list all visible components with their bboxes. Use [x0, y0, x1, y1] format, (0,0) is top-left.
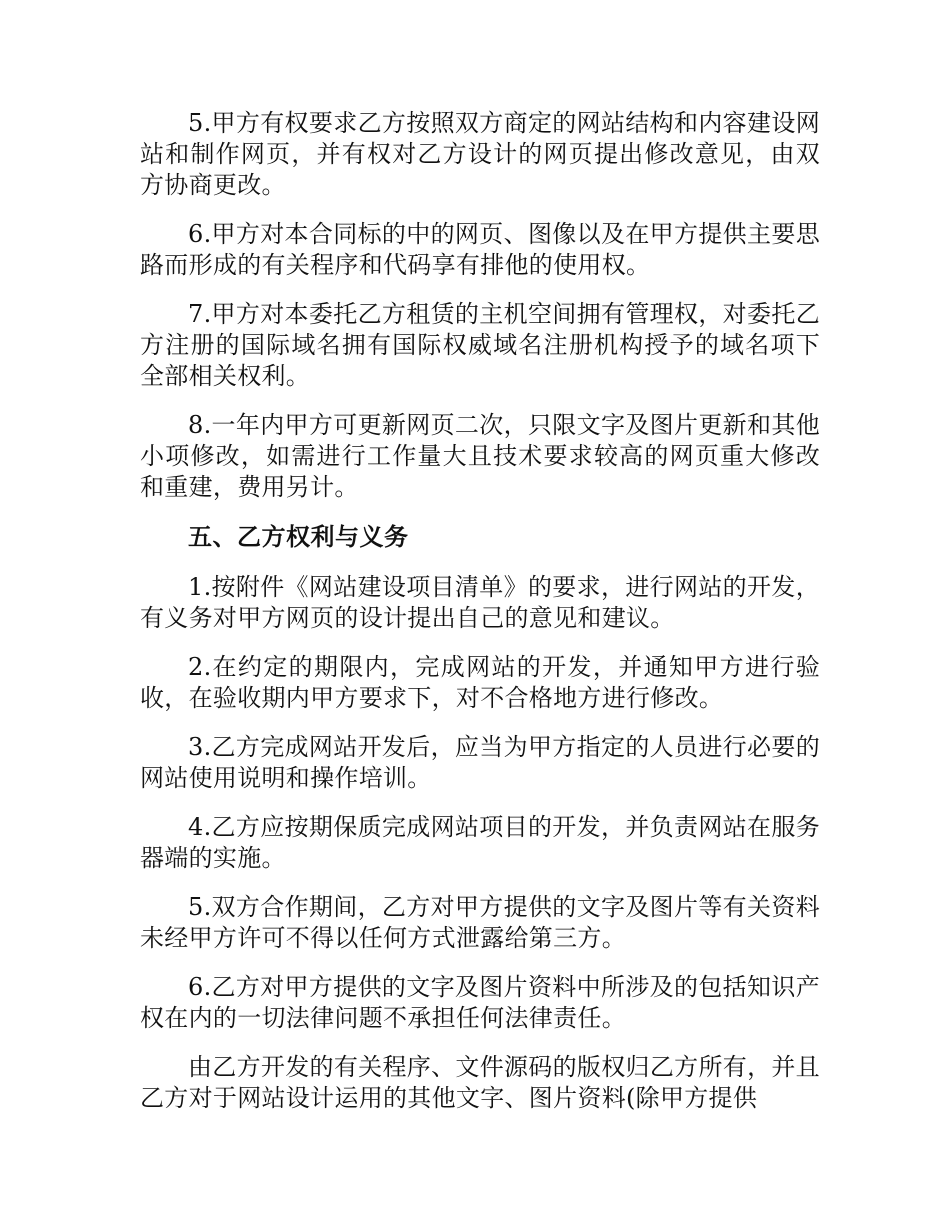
- paragraph-5-2: 2.在约定的期限内，完成网站的开发，并通知甲方进行验收，在验收期内甲方要求下，对不合格地方进行修改。: [140, 653, 820, 712]
- paragraph-4-5: 5.甲方有权要求乙方按照双方商定的网站结构和内容建设网站和制作网页，并有权对乙方设计的网页提出修改意见，由双方协商更改。: [140, 109, 820, 199]
- paragraph-4-7: 7.甲方对本委托乙方租赁的主机空间拥有管理权，对委托乙方注册的国际域名拥有国际权威域名注册机构授予的域名项下全部相关权利。: [140, 300, 820, 390]
- paragraph-5-1: 1.按附件《网站建设项目清单》的要求，进行网站的开发，有义务对甲方网页的设计提出自己的意见和建议。: [140, 573, 820, 632]
- paragraph-4-8: 8.一年内甲方可更新网页二次，只限文字及图片更新和其他小项修改，如需进行工作量大且技术要求较高的网页重大修改和重建，费用另计。: [140, 411, 820, 501]
- paragraph-5-5: 5.双方合作期间，乙方对甲方提供的文字及图片等有关资料未经甲方许可不得以任何方式泄露给第三方。: [140, 893, 820, 952]
- section-5-heading: 五、乙方权利与义务: [188, 522, 409, 551]
- paragraph-4-6: 6.甲方对本合同标的中的网页、图像以及在甲方提供主要思路而形成的有关程序和代码享有排他的使用权。: [140, 220, 820, 279]
- paragraph-5-3: 3.乙方完成网站开发后，应当为甲方指定的人员进行必要的网站使用说明和操作培训。: [140, 733, 820, 792]
- paragraph-copyright: 由乙方开发的有关程序、文件源码的版权归乙方所有，并且乙方对于网站设计运用的其他文字、图片资料(除甲方提供: [140, 1053, 820, 1112]
- paragraph-5-4: 4.乙方应按期保质完成网站项目的开发，并负责网站在服务器端的实施。: [140, 813, 820, 872]
- paragraph-5-6: 6.乙方对甲方提供的文字及图片资料中所涉及的包括知识产权在内的一切法律问题不承担任何法律责任。: [140, 973, 820, 1032]
